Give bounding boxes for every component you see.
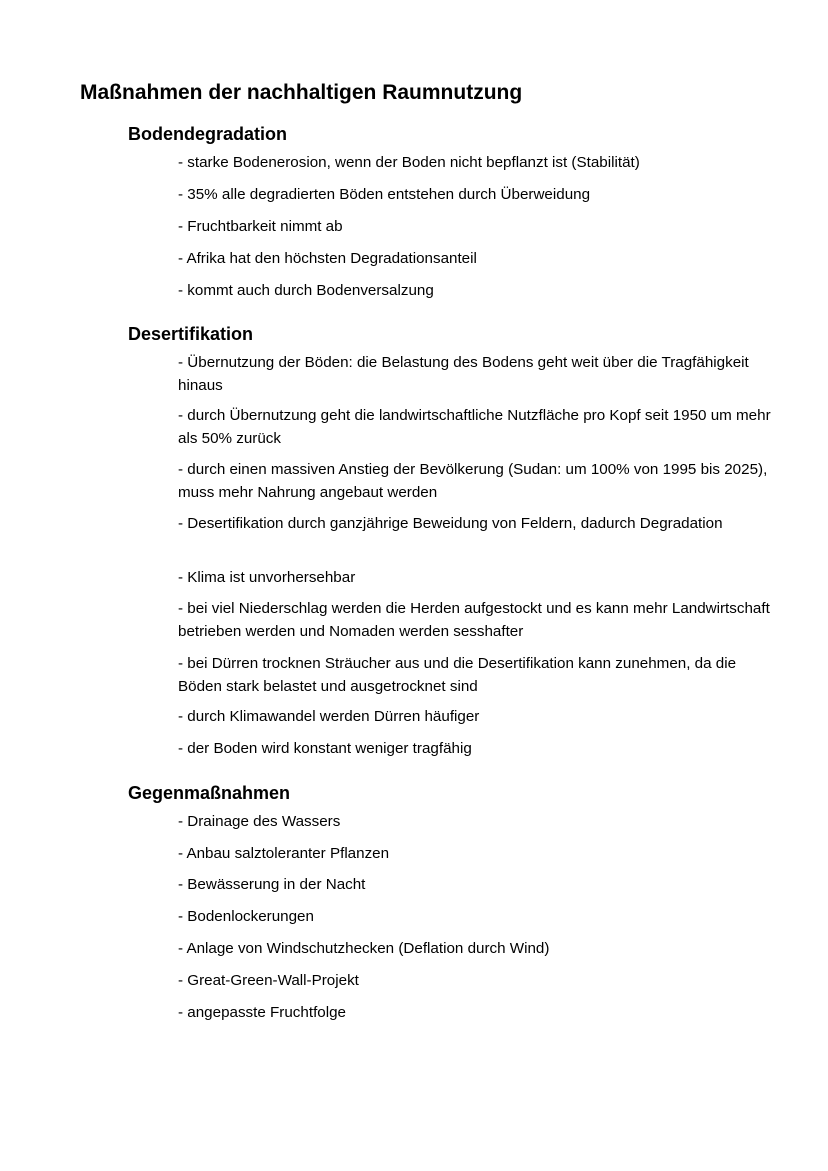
section-heading-desertifikation: Desertifikation <box>128 324 254 344</box>
list-item: - durch einen massiven Anstieg der Bevölkerung (Sudan: um 100% von 1995 bis 2025), muss mehr Nahrung angebaut werden <box>178 461 768 501</box>
list-item: - 35% alle degradierten Böden entstehen durch Überweidung <box>178 186 591 203</box>
list-item: - kommt auch durch Bodenversalzung <box>178 282 434 299</box>
section-heading-gegenmassnahmen: Gegenmaßnahmen <box>128 783 291 803</box>
list-item: - angepasste Fruchtfolge <box>178 1004 347 1021</box>
list-item: - Drainage des Wassers <box>178 813 341 830</box>
list-item: - bei Dürren trocknen Sträucher aus und die Desertifikation kann zunehmen, da die Böden stark belastet und ausgetrocknet sind <box>178 655 737 695</box>
list-item: - Klima ist unvorhersehbar <box>178 569 356 586</box>
list-item: - durch Übernutzung geht die landwirtschaftliche Nutzfläche pro Kopf seit 1950 um mehr als 50% zurück <box>178 407 771 447</box>
list-item: - Desertifikation durch ganzjährige Beweidung von Feldern, dadurch Degradation <box>178 515 723 532</box>
list-item: - durch Klimawandel werden Dürren häufiger <box>178 708 480 725</box>
list-item: - Übernutzung der Böden: die Belastung des Bodens geht weit über die Tragfähigkeit hinaus <box>178 354 749 394</box>
list-item: - Anlage von Windschutzhecken (Deflation durch Wind) <box>178 940 550 957</box>
list-item: - bei viel Niederschlag werden die Herden aufgestockt und es kann mehr Landwirtschaft betrieben werden und Nomaden werden sesshafter <box>178 600 770 640</box>
list-item: - starke Bodenerosion, wenn der Boden nicht bepflanzt ist (Stabilität) <box>178 154 640 171</box>
list-item: - der Boden wird konstant weniger tragfähig <box>178 740 472 757</box>
page-title: Maßnahmen der nachhaltigen Raumnutzung <box>80 81 523 104</box>
list-item: - Bodenlockerungen <box>178 908 314 925</box>
list-item: - Afrika hat den höchsten Degradationsanteil <box>178 250 477 267</box>
list-item: - Anbau salztoleranter Pflanzen <box>178 845 390 862</box>
list-item: - Fruchtbarkeit nimmt ab <box>178 218 343 235</box>
section-heading-bodendegradation: Bodendegradation <box>128 124 288 144</box>
list-item: - Great-Green-Wall-Projekt <box>178 972 359 989</box>
list-item: - Bewässerung in der Nacht <box>178 876 366 893</box>
